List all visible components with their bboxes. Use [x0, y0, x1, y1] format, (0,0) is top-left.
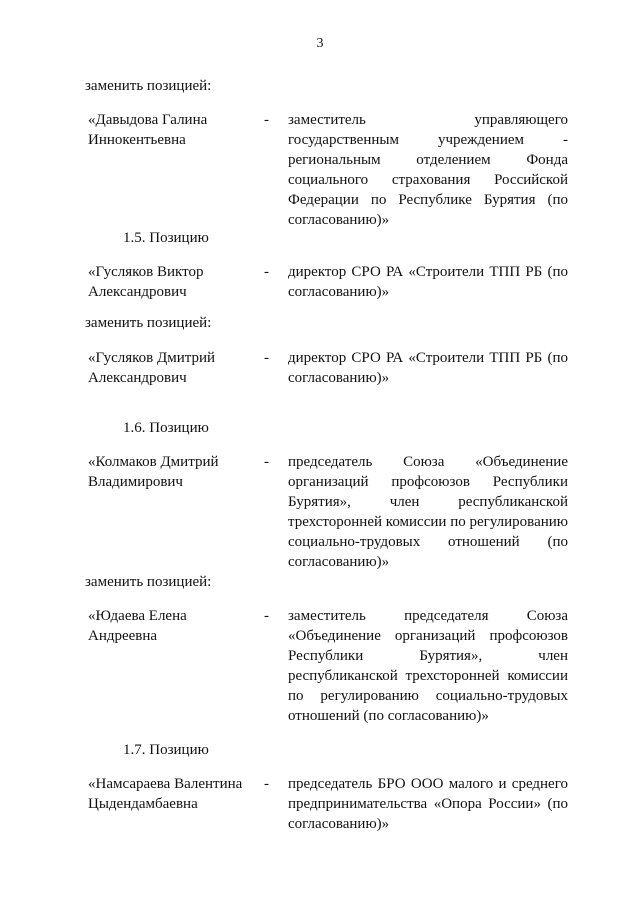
entry-dash: -	[264, 264, 269, 280]
section-heading-1-6: 1.6. Позицию	[123, 420, 209, 436]
entry-dash: -	[264, 454, 269, 470]
entry-description: председатель БРО ООО малого и среднего предпринимательства «Опора России» (по согласованию)»	[288, 776, 568, 832]
replace-note-3: заменить позицией:	[85, 574, 212, 590]
entry-description: заместитель управляющего государственным учреждением - региональным отделением Фонда социального страхования Российской Федерации по Республике Бурятия (по согласованию)»	[288, 112, 568, 228]
page-number: 3	[316, 36, 324, 51]
entry-description: директор СРО РА «Строители ТПП РБ (по согласованию)»	[288, 350, 568, 386]
entry-description: директор СРО РА «Строители ТПП РБ (по согласованию)»	[288, 264, 568, 300]
entry-description: председатель Союза «Объединение организаций профсоюзов Республики Бурятия», член республиканской трехсторонней комиссии по регулированию социально-трудовых отношений (по согласованию)»	[288, 454, 568, 570]
entry-kolmakov	[88, 452, 568, 572]
entry-dash: -	[264, 350, 269, 366]
section-heading-1-7: 1.7. Позицию	[123, 742, 209, 758]
entry-yudaeva	[88, 606, 568, 726]
entry-dash: -	[264, 608, 269, 624]
entry-name: «Намсараева Валентина Цыдендамбаевна	[88, 776, 243, 812]
entry-name: «Давыдова Галина Иннокентьевна	[88, 112, 208, 148]
entry-name: «Гусляков Виктор Александрович	[88, 264, 204, 300]
section-heading-1-5: 1.5. Позицию	[123, 230, 209, 246]
entry-dash: -	[264, 776, 269, 792]
replace-note-1: заменить позицией:	[85, 78, 212, 94]
entry-name: «Гусляков Дмитрий Александрович	[88, 350, 216, 386]
entry-description: заместитель председателя Союза «Объединение организаций профсоюзов Республики Бурятия», член республиканской трехсторонней комиссии по регулированию социально-трудовых отношений (по согласованию)»	[288, 608, 568, 724]
entry-guslyakov-dmitry	[88, 348, 568, 468]
entry-name: «Колмаков Дмитрий Владимирович	[88, 454, 219, 490]
entry-name: «Юдаева Елена Андреевна	[88, 608, 187, 644]
entry-namsaraeva	[88, 774, 568, 894]
entry-davydova	[88, 110, 568, 230]
entry-dash: -	[264, 112, 269, 128]
replace-note-2: заменить позицией:	[85, 315, 212, 331]
